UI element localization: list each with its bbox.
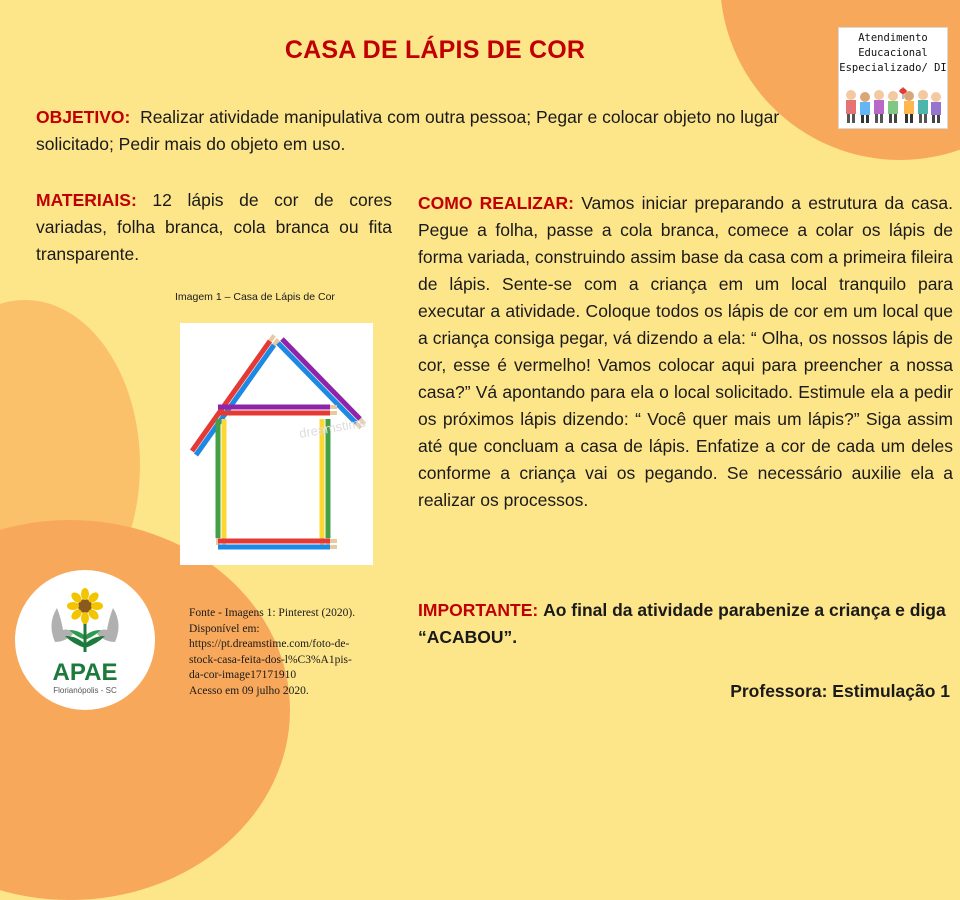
badge-line-2: Educacional <box>858 47 928 59</box>
image-caption: Imagem 1 – Casa de Lápis de Cor <box>175 291 335 303</box>
important-section <box>418 597 953 651</box>
page-title: CASA DE LÁPIS DE COR <box>284 36 586 64</box>
pencil-house-image <box>180 323 373 565</box>
logo-name: APAE <box>52 659 118 686</box>
pencil-roof-left-2 <box>196 339 278 455</box>
children-group-icon <box>843 85 943 125</box>
source-line-1: Fonte - Imagens 1: Pinterest (2020). <box>189 607 356 619</box>
important-text: Ao final da atividade parabenize a criança e diga “ACABOU”. <box>418 600 946 647</box>
materials-label: MATERIAIS: <box>36 190 137 210</box>
objective-text: Realizar atividade manipulativa com outra pessoa; Pegar e colocar objeto no lugar solicitado; Pedir mais do objeto em uso. <box>36 107 780 154</box>
source-line-6: Acesso em 09 julho 2020. <box>189 684 309 697</box>
how-to-text: Vamos iniciar preparando a estrutura da casa. Pegue a folha, passe a cola branca, comece a colar os lápis de forma variada, construindo assim base da casa com a primeira fileira de lápis. Sente-se com a criança em um local tranquilo para executar a atividade. Coloque todos os lápis de cor em um local que a criança consiga pegar, vá dizendo a ela: “ Olha, os nossos lápis de cor, esse é vermelho! Vamos colocar aqui para preencher a nossa casa?” Vá apontando para ela o local solicitado. Estimule ela a pedir os próximos lápis dizendo: “ Você quer mais um lápis?” Siga assim até que concluam a casa de lápis. Enfatize a cor de cada um deles conforme a criança vai os pegando. Se necessário auxilie ela a realizar os processos. <box>418 193 953 510</box>
badge-line-3: Especializado/ DI <box>839 62 947 74</box>
source-line-3: https://pt.dreamstime.com/foto-de- <box>189 638 350 650</box>
objective-section <box>36 104 816 158</box>
image-source <box>189 606 379 699</box>
source-line-4: stock-casa-feita-dos-l%C3%A1pis- <box>189 653 352 666</box>
apae-logo <box>15 570 155 710</box>
source-line-2: Disponível em: <box>189 622 260 635</box>
badge-line-1: Atendimento <box>858 32 928 44</box>
objective-label: OBJETIVO: <box>36 107 131 127</box>
pencil-roof-left-1 <box>192 335 274 451</box>
badge-text <box>839 31 947 76</box>
materials-section <box>36 187 392 268</box>
pencil-house-illustration <box>180 323 373 565</box>
apae-logo-icon <box>15 570 155 710</box>
aee-badge <box>838 27 948 129</box>
how-to-label: COMO REALIZAR: <box>418 193 574 213</box>
important-label: IMPORTANTE: <box>418 600 539 620</box>
materials-text: 12 lápis de cor de cores variadas, folha branca, cola branca ou fita transparente. <box>36 190 392 264</box>
how-to-section <box>418 190 953 514</box>
image-watermark: dreamstime <box>297 414 368 441</box>
source-line-5: da-cor-image17171910 <box>189 669 297 681</box>
teacher-label: Professora: Estimulação 1 <box>730 681 950 701</box>
logo-city: Florianópolis - SC <box>53 686 117 695</box>
